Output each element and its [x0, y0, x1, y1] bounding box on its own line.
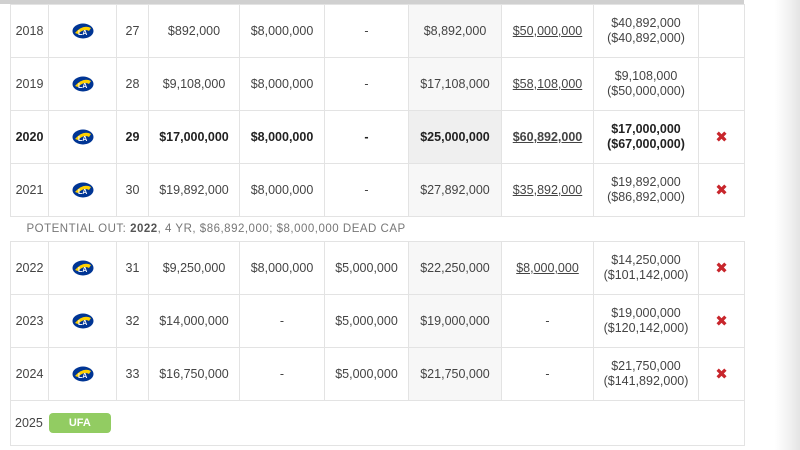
- x-icon: ✖: [715, 129, 728, 146]
- base-salary-cell: $9,250,000: [149, 242, 240, 295]
- cut-cell: [699, 5, 745, 58]
- age-cell: 32: [117, 295, 149, 348]
- table-row: [11, 111, 745, 164]
- year-cell: 2020: [11, 111, 49, 164]
- base-salary-cell: $892,000: [149, 5, 240, 58]
- signing-bonus-cell: $8,000,000: [240, 58, 325, 111]
- roster-bonus-cell: -: [325, 5, 409, 58]
- x-icon: ✖: [715, 182, 728, 199]
- team-logo-cell: [49, 164, 117, 217]
- dead-cap-cell: [594, 164, 699, 217]
- dead-cap-amount: $14,250,000: [611, 253, 681, 267]
- table-row: [11, 164, 745, 217]
- svg-text:LA: LA: [77, 373, 87, 380]
- signing-bonus-cell: $8,000,000: [240, 111, 325, 164]
- svg-text:LA: LA: [77, 30, 87, 37]
- x-icon: ✖: [715, 260, 728, 277]
- rams-logo-icon: [72, 313, 94, 329]
- signing-bonus-cell: -: [240, 295, 325, 348]
- rams-logo-icon: [72, 76, 94, 92]
- cut-cell: [699, 295, 745, 348]
- cash-cell: $19,000,000: [409, 295, 502, 348]
- cap-hit-link[interactable]: -: [545, 314, 550, 328]
- x-icon: ✖: [715, 313, 728, 330]
- age-cell: 28: [117, 58, 149, 111]
- table-row: [11, 58, 745, 111]
- age-cell: 33: [117, 348, 149, 401]
- signing-bonus-cell: $8,000,000: [240, 242, 325, 295]
- base-salary-cell: $16,750,000: [149, 348, 240, 401]
- ufa-row: [11, 401, 745, 446]
- dead-cap-amount: $40,892,000: [611, 16, 681, 30]
- table-row: [11, 242, 745, 295]
- cap-hit-cell[interactable]: [502, 111, 594, 164]
- rams-logo-icon: [72, 23, 94, 39]
- cap-hit-link[interactable]: $58,108,000: [512, 77, 583, 91]
- ufa-cell: [11, 401, 745, 446]
- svg-text:LA: LA: [77, 83, 87, 90]
- cut-cell: [699, 164, 745, 217]
- cap-hit-cell[interactable]: [502, 5, 594, 58]
- cut-cell: [699, 242, 745, 295]
- rams-logo-icon: [72, 129, 94, 145]
- team-logo-cell: [49, 242, 117, 295]
- year-cell: 2019: [11, 58, 49, 111]
- ufa-year: 2025: [15, 416, 43, 430]
- page-edge-shadow: [744, 0, 800, 450]
- x-icon: ✖: [715, 366, 728, 383]
- signing-bonus-cell: -: [240, 348, 325, 401]
- cap-hit-link[interactable]: $8,000,000: [516, 261, 579, 275]
- year-cell: 2022: [11, 242, 49, 295]
- roster-bonus-cell: $5,000,000: [325, 242, 409, 295]
- year-cell: 2024: [11, 348, 49, 401]
- cut-cell: [699, 348, 745, 401]
- svg-text:LA: LA: [77, 136, 87, 143]
- age-cell: 30: [117, 164, 149, 217]
- cap-hit-cell[interactable]: [502, 348, 594, 401]
- dead-cap-cumulative: ($120,142,000): [603, 321, 689, 335]
- year-cell: 2023: [11, 295, 49, 348]
- cap-hit-cell[interactable]: [502, 242, 594, 295]
- cap-hit-link[interactable]: -: [545, 367, 550, 381]
- year-cell: 2018: [11, 5, 49, 58]
- team-logo-cell: [49, 5, 117, 58]
- cut-cell: [699, 111, 745, 164]
- dead-cap-cell: [594, 5, 699, 58]
- dead-cap-amount: $9,108,000: [614, 69, 678, 83]
- age-cell: 31: [117, 242, 149, 295]
- base-salary-cell: $14,000,000: [149, 295, 240, 348]
- roster-bonus-cell: -: [325, 58, 409, 111]
- table-row: [11, 295, 745, 348]
- roster-bonus-cell: -: [325, 164, 409, 217]
- signing-bonus-cell: $8,000,000: [240, 5, 325, 58]
- potential-out-details: , 4 YR, $86,892,000; $8,000,000 DEAD CAP: [157, 223, 406, 235]
- age-cell: 29: [117, 111, 149, 164]
- team-logo-cell: [49, 348, 117, 401]
- dead-cap-cumulative: ($101,142,000): [603, 268, 689, 282]
- ufa-badge: UFA: [49, 413, 111, 433]
- dead-cap-cell: [594, 58, 699, 111]
- cap-hit-link[interactable]: $50,000,000: [512, 24, 583, 38]
- cash-cell: $27,892,000: [409, 164, 502, 217]
- dead-cap-cell: [594, 348, 699, 401]
- potential-out-year: 2022: [130, 223, 158, 235]
- rams-logo-icon: [72, 182, 94, 198]
- cap-hit-cell[interactable]: [502, 58, 594, 111]
- base-salary-cell: $17,000,000: [149, 111, 240, 164]
- svg-text:LA: LA: [77, 320, 87, 327]
- dead-cap-cell: [594, 111, 699, 164]
- dead-cap-amount: $17,000,000: [611, 122, 681, 136]
- contract-table: [10, 4, 745, 446]
- dead-cap-cumulative: ($141,892,000): [603, 374, 689, 388]
- signing-bonus-cell: $8,000,000: [240, 164, 325, 217]
- dead-cap-cell: [594, 242, 699, 295]
- potential-out-row: [11, 217, 745, 242]
- cash-cell: $21,750,000: [409, 348, 502, 401]
- dead-cap-cumulative: ($67,000,000): [607, 137, 685, 151]
- dead-cap-cumulative: ($86,892,000): [607, 190, 685, 204]
- dead-cap-cell: [594, 295, 699, 348]
- cash-cell: $17,108,000: [409, 58, 502, 111]
- table-row: [11, 348, 745, 401]
- potential-out-prefix: POTENTIAL OUT:: [26, 223, 131, 235]
- potential-out-note: [11, 217, 745, 242]
- cap-hit-cell[interactable]: [502, 164, 594, 217]
- dead-cap-amount: $19,892,000: [611, 175, 681, 189]
- cash-cell: $8,892,000: [409, 5, 502, 58]
- rams-logo-icon: [72, 366, 94, 382]
- team-logo-cell: [49, 111, 117, 164]
- roster-bonus-cell: $5,000,000: [325, 348, 409, 401]
- base-salary-cell: $9,108,000: [149, 58, 240, 111]
- roster-bonus-cell: $5,000,000: [325, 295, 409, 348]
- cap-hit-link[interactable]: $60,892,000: [512, 130, 583, 144]
- team-logo-cell: [49, 58, 117, 111]
- cap-hit-link[interactable]: $35,892,000: [512, 183, 583, 197]
- rams-logo-icon: [72, 260, 94, 276]
- dead-cap-amount: $19,000,000: [611, 306, 681, 320]
- dead-cap-cumulative: ($50,000,000): [607, 84, 685, 98]
- base-salary-cell: $19,892,000: [149, 164, 240, 217]
- team-logo-cell: [49, 295, 117, 348]
- cap-hit-cell[interactable]: [502, 295, 594, 348]
- svg-text:LA: LA: [77, 267, 87, 274]
- dead-cap-cumulative: ($40,892,000): [607, 31, 685, 45]
- table-row: [11, 5, 745, 58]
- cash-cell: $22,250,000: [409, 242, 502, 295]
- cash-cell: $25,000,000: [409, 111, 502, 164]
- roster-bonus-cell: -: [325, 111, 409, 164]
- svg-text:LA: LA: [77, 189, 87, 196]
- dead-cap-amount: $21,750,000: [611, 359, 681, 373]
- age-cell: 27: [117, 5, 149, 58]
- year-cell: 2021: [11, 164, 49, 217]
- cut-cell: [699, 58, 745, 111]
